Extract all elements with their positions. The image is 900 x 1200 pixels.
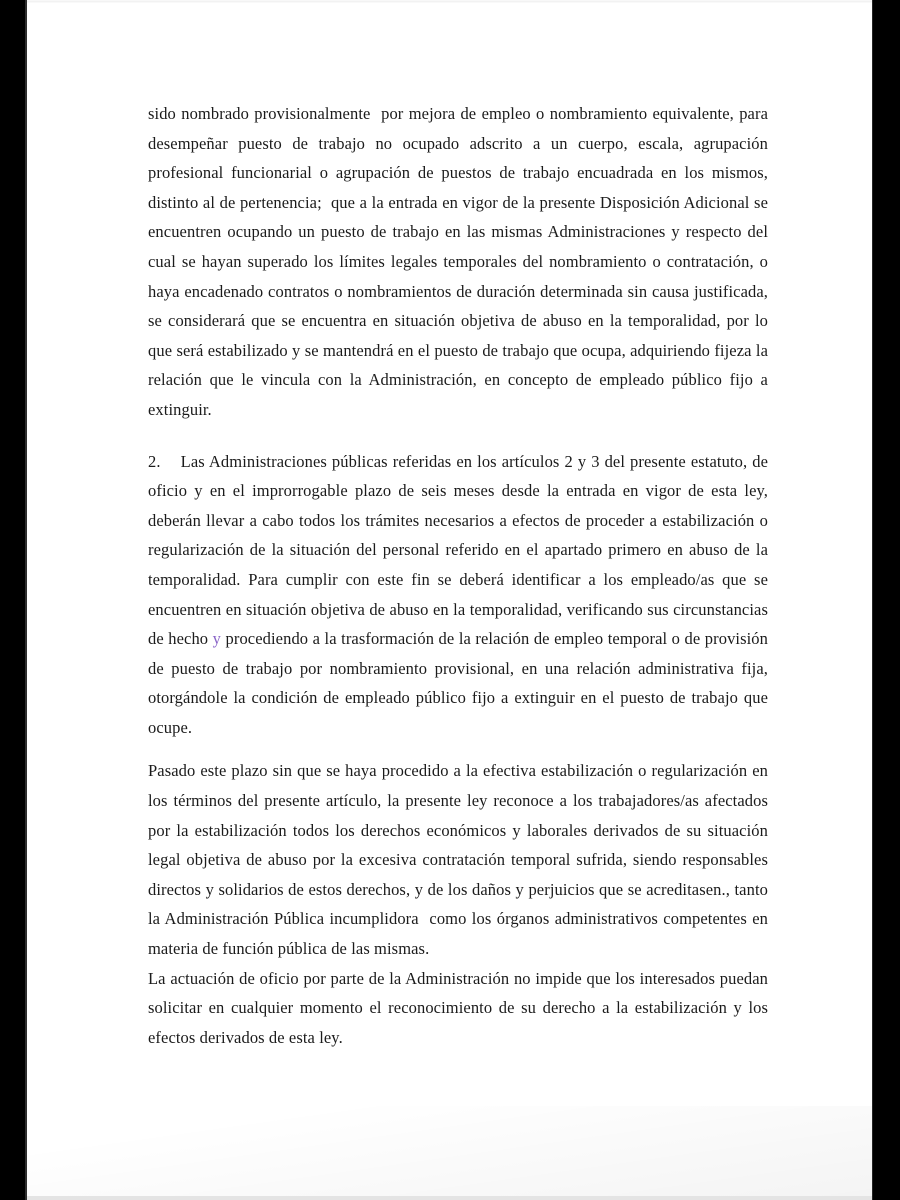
paragraph-2-text-after: procediendo a la trasformación de la relación de empleo temporal o de provisión de puesto de trabajo por nombramiento provisional, en una relación administrativa fija, otorgándole la condición de empleado público fijo a extinguir en el puesto de trabajo que ocupe. [148, 629, 769, 737]
paragraph-2 [148, 447, 768, 743]
document-page [27, 0, 872, 1200]
paragraph-4: La actuación de oficio por parte de la Administración no impide que los interesados puedan solicitar en cualquier momento el reconocimiento de su derecho a la estabilización y los efectos derivados de esta ley. [148, 968, 768, 1047]
paragraph-1: sido nombrado provisionalmente por mejora de empleo o nombramiento equivalente, para desempeñar puesto de trabajo no ocupado adscrito a un cuerpo, escala, agrupación profesional funcionarial o agrupación de puestos de trabajo encuadrada en los mismos, distinto al de pertenencia; que a la entrada en vigor de la presente Disposición Adicional se encuentren ocupando un puesto de trabajo en las mismas Administraciones y respecto del cual se hayan superado los límites legales temporales del nombramiento o contratación, o haya encadenado contratos o nombramientos de duración determinada sin causa justificada, se considerará que se encuentra en situación objetiva de abuso en la temporalidad, por lo que será estabilizado y se mantendrá en el puesto de trabajo que ocupa, adquiriendo fijeza la relación que le vincula con la Administración, en concepto de empleado público fijo a extinguir. [148, 104, 768, 419]
paragraph-2-text-before: 2. Las Administraciones públicas referidas en los artículos 2 y 3 del presente estatuto, de oficio y en el improrrogable plazo de seis meses desde la entrada en vigor de esta ley, deberán llevar a cabo todos los trámites necesarios a efectos de proceder a estabilización o regularización de la situación del personal referido en el apartado primero en abuso de la temporalidad. Para cumplir con este fin se deberá identificar a los empleado/as que se encuentren en situación objetiva de abuso en la temporalidad, verificando sus circunstancias de hecho [148, 451, 768, 649]
letterbox-left [0, 0, 27, 1200]
tracked-change-word: y [212, 629, 222, 649]
document-text-block [148, 99, 768, 1052]
page-bottom-edge [27, 1196, 872, 1200]
page-bottom-shadow [27, 1106, 872, 1196]
page-top-edge [27, 0, 872, 3]
letterbox-right [872, 0, 900, 1200]
paragraph-3: Pasado este plazo sin que se haya procedido a la efectiva estabilización o regularización en los términos del presente artículo, la presente ley reconoce a los trabajadores/as afectados por la estabilización todos los derechos económicos y laborales derivados de su situación legal objetiva de abuso por la excesiva contratación temporal sufrida, siendo responsables directos y solidarios de estos derechos, y de los daños y perjuicios que se acreditasen., tanto la Administración Pública incumplidora como los órganos administrativos competentes en materia de función pública de las mismas. [148, 761, 768, 959]
